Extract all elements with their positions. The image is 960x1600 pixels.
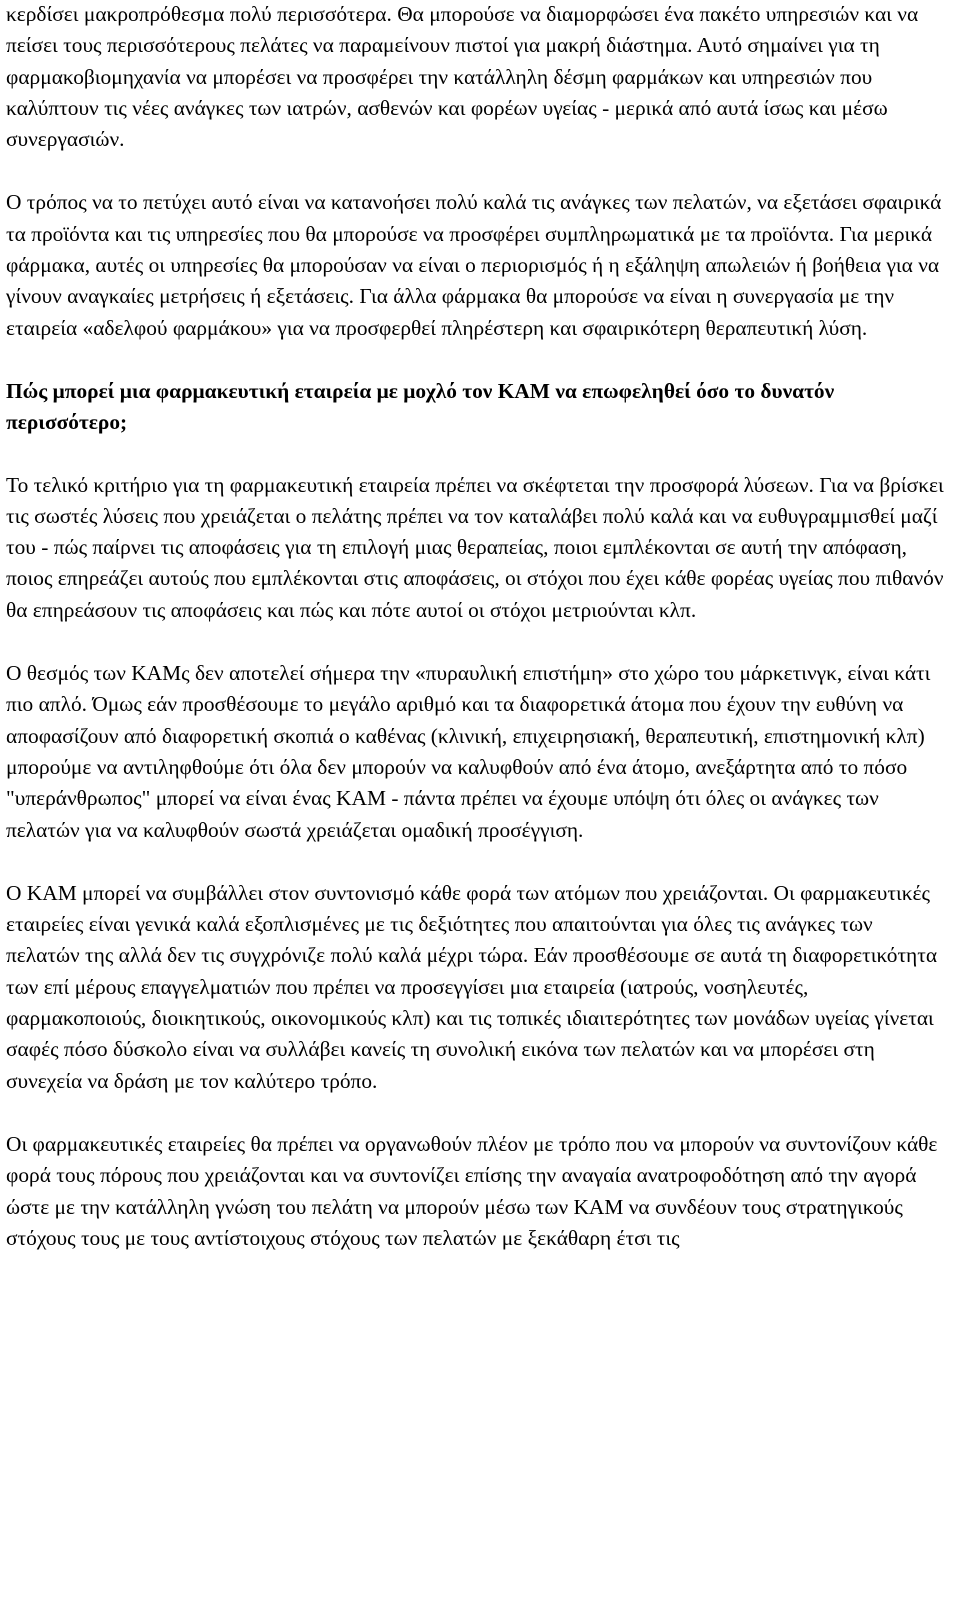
- section-heading: Πώς μπορεί μια φαρμακευτική εταιρεία με μοχλό τον KAM να επωφεληθεί όσο το δυνατόν περισσότερο;: [6, 378, 835, 435]
- paragraph-kam-coordination: Ο KAM μπορεί να συμβάλλει στον συντονισμό κάθε φορά των ατόμων που χρειάζονται. Οι φαρμακευτικές εταιρείες είναι γενικά καλά εξοπλισμένες με τις δεξιότητες που απαιτούνται για όλες τις ανάγκες των πελατών της αλλά δεν τις συγχρόνιζε πολύ καλά μέχρι τώρα. Εάν προσθέσουμε σε αυτά τη διαφορετικότητα των επί μέρους επαγγελματιών που πρέπει να προσεγγίσει μια εταιρεία (ιατρούς, νοσηλευτές, φαρμακοποιούς, διοικητικούς, οικονομικούς κλπ) και τις τοπικές ιδιαιτερότητες των μονάδων υγείας γίνεται σαφές πόσο δύσκολο είναι να συλλάβει κανείς τη συνολική εικόνα των πελατών και να μπορέσει στη συνεχεία να δράση με τον καλύτερο τρόπο.: [6, 880, 938, 1093]
- document-page: [6, 0, 946, 1254]
- paragraph-intro-continuation: κερδίσει μακροπρόθεσμα πολύ περισσότερα. Θα μπορούσε να διαμορφώσει ένα πακέτο υπηρεσιών και να πείσει τους περισσότερους πελάτες να παραμείνουν πιστοί για μακρή διάστημα. Αυτό σημαίνει για τη φαρμακοβιομηχανία να μπορέσει να προσφέρει την κατάλληλη δέσμη φαρμάκων και υπηρεσιών που καλύπτουν τις νέες ανάγκες των ιατρών, ασθενών και φορέων υγείας - μερικά από αυτά ίσως και μέσω συνεργασιών.: [6, 2, 919, 152]
- paragraph-customer-needs: Ο τρόπος να το πετύχει αυτό είναι να κατανοήσει πολύ καλά τις ανάγκες των πελατών, να εξετάσει σφαιρικά τα προϊόντα και τις υπηρεσίες που θα μπορούσε να προσφέρει συμπληρωματικά με τα προϊόντα. Για μερικά φάρμακα, αυτές οι υπηρεσίες θα μπορούσαν να είναι ο περιορισμός ή η εξάληψη απωλειών ή βοήθεια για να γίνουν αναγκαίες μετρήσεις ή εξετάσεις. Για άλλα φάρμακα θα μπορούσε να είναι η συνεργασία με την εταιρεία «αδελφού φαρμάκου» για να προσφερθεί πληρέστερη και σφαιρικότερη θεραπευτική λύση.: [6, 190, 942, 340]
- paragraph-kam-institution: Ο θεσμός των KAMς δεν αποτελεί σήμερα την «πυραυλική επιστήμη» στο χώρο του μάρκετινγκ, είναι κάτι πιο απλό. Όμως εάν προσθέσουμε το μεγάλο αριθμό και τα διαφορετικά άτομα που έχουν την ευθύνη να αποφασίζουν από διαφορετική σκοπιά ο καθένας (κλινική, επιχειρησιακή, θεραπευτική, επιστημονική κλπ) μπορούμε να αντιληφθούμε ότι όλα δεν μπορούν να καλυφθούν από ένα άτομο, ανεξάρτητα από το πόσο "υπεράνθρωπος" μπορεί να είναι ένας KAM - πάντα πρέπει να έχουμε υπόψη ότι όλες οι ανάγκες των πελατών για να καλυφθούν σωστά χρειάζεται ομαδική προσέγγιση.: [6, 661, 931, 842]
- paragraph-solutions: Το τελικό κριτήριο για τη φαρμακευτική εταιρεία πρέπει να σκέφτεται την προσφορά λύσεων. Για να βρίσκει τις σωστές λύσεις που χρειάζεται ο πελάτης πρέπει να τον καταλάβει πολύ καλά και να ευθυγραμμισθεί μαζί του - πώς παίρνει τις αποφάσεις για τη επιλογή μιας θεραπείας, ποιοι εμπλέκονται σε αυτή την απόφαση, ποιος επηρεάζει αυτούς που εμπλέκονται στις αποφάσεις, οι στόχοι που έχει κάθε φορέας υγείας που πιθανόν θα επηρεάσουν τις αποφάσεις και πώς και πότε αυτοί οι στόχοι μετριούνται κλπ.: [6, 472, 944, 622]
- paragraph-organization: Οι φαρμακευτικές εταιρείες θα πρέπει να οργανωθούν πλέον με τρόπο που να μπορούν να συντονίζουν κάθε φορά τους πόρους που χρειάζονται και να συντονίζει επίσης την αναγαία ανατροφοδότηση από την αγορά ώστε με την κατάλληλη γνώση του πελάτη να μπορούν μέσω των KAM να συνδέουν τους στρατηγικούς στόχους τους με τους αντίστοιχους στόχους των πελατών με ξεκάθαρη έτσι τις: [6, 1131, 938, 1250]
